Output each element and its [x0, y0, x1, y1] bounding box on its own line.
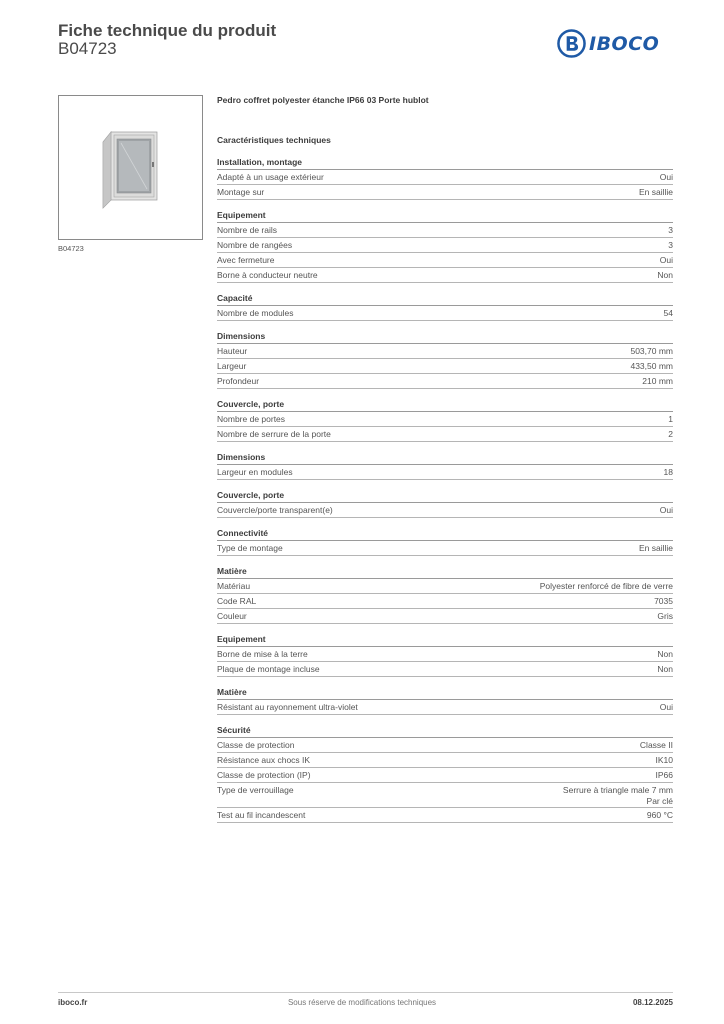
spec-section: [217, 330, 673, 389]
spec-label: Nombre de modules: [217, 308, 294, 318]
spec-label: Couleur: [217, 611, 247, 621]
page-title: Fiche technique du produit: [58, 21, 277, 40]
spec-row: [217, 253, 673, 268]
spec-value: 7035: [654, 596, 673, 606]
spec-row: [217, 700, 673, 715]
spec-row: [217, 374, 673, 389]
spec-value: Oui: [659, 172, 673, 182]
spec-row: [217, 268, 673, 283]
spec-sections: [217, 156, 673, 823]
spec-label: Matériau: [217, 581, 251, 591]
spec-label: Profondeur: [217, 376, 260, 386]
spec-value: 2: [668, 429, 673, 439]
section-title: Matière: [217, 686, 673, 700]
spec-label: Plaque de montage incluse: [217, 664, 320, 674]
spec-section: [217, 633, 673, 677]
section-title: Dimensions: [217, 451, 673, 465]
specification-panel: [217, 95, 673, 832]
spec-value: En saillie: [638, 543, 673, 553]
spec-value: Oui: [659, 702, 673, 712]
spec-section: [217, 156, 673, 200]
spec-row: [217, 594, 673, 609]
spec-value: Non: [657, 270, 673, 280]
spec-value: 210 mm: [642, 376, 673, 386]
spec-row: [217, 609, 673, 624]
section-title: Equipement: [217, 209, 673, 223]
spec-value: Polyester renforcé de fibre de verre: [539, 581, 673, 591]
spec-value: Non: [657, 664, 673, 674]
spec-value: En saillie: [638, 187, 673, 197]
spec-row: [217, 170, 673, 185]
footer-website[interactable]: iboco.fr: [58, 998, 88, 1007]
spec-row: [217, 465, 673, 480]
spec-label: Nombre de rails: [217, 225, 277, 235]
spec-value: 18: [663, 467, 673, 477]
product-code: B04723: [58, 39, 117, 58]
spec-section: [217, 565, 673, 624]
iboco-logo: [557, 29, 659, 58]
spec-section: [217, 451, 673, 480]
spec-row: [217, 359, 673, 374]
section-title: Equipement: [217, 633, 673, 647]
spec-label: Largeur en modules: [217, 467, 293, 477]
spec-row: [217, 753, 673, 768]
spec-row: [217, 223, 673, 238]
spec-label: Montage sur: [217, 187, 265, 197]
spec-label: Test au fil incandescent: [217, 810, 306, 820]
spec-label: Classe de protection (IP): [217, 770, 311, 780]
product-image: [58, 95, 203, 240]
spec-label: Nombre de serrure de la porte: [217, 429, 331, 439]
spec-value: 1: [668, 414, 673, 424]
characteristics-title: Caractéristiques techniques: [217, 135, 331, 145]
spec-section: [217, 527, 673, 556]
section-title: Couvercle, porte: [217, 398, 673, 412]
spec-value: 3: [668, 225, 673, 235]
spec-label: Hauteur: [217, 346, 248, 356]
spec-section: [217, 724, 673, 823]
iboco-logo-icon: [557, 29, 586, 58]
spec-value: Non: [657, 649, 673, 659]
spec-value: Classe II: [639, 740, 673, 750]
spec-row: [217, 647, 673, 662]
spec-row: [217, 662, 673, 677]
spec-label: Classe de protection: [217, 740, 295, 750]
spec-row: [217, 579, 673, 594]
spec-value: IP66: [655, 770, 673, 780]
logo-text: IBOCO: [589, 32, 660, 55]
spec-value: [563, 785, 673, 807]
footer-disclaimer: Sous réserve de modifications techniques: [287, 998, 437, 1007]
spec-row: [217, 238, 673, 253]
section-title: Connectivité: [217, 527, 673, 541]
spec-label: Nombre de portes: [217, 414, 286, 424]
spec-label: Résistance aux chocs IK: [217, 755, 311, 765]
spec-label: Nombre de rangées: [217, 240, 293, 250]
spec-value: 433,50 mm: [630, 361, 673, 371]
spec-row: [217, 306, 673, 321]
spec-row: [217, 541, 673, 556]
spec-label: Type de verrouillage: [217, 785, 294, 795]
spec-row: [217, 344, 673, 359]
spec-section: [217, 292, 673, 321]
footer-date: 08.12.2025: [632, 998, 673, 1007]
spec-value: 503,70 mm: [630, 346, 673, 356]
spec-label: Type de montage: [217, 543, 283, 553]
spec-section: [217, 398, 673, 442]
spec-label: Avec fermeture: [217, 255, 275, 265]
section-title: Sécurité: [217, 724, 673, 738]
section-title: Matière: [217, 565, 673, 579]
spec-label: Résistant au rayonnement ultra-violet: [217, 702, 358, 712]
spec-row: [217, 808, 673, 823]
spec-value: 3: [668, 240, 673, 250]
spec-value: Gris: [657, 611, 673, 621]
spec-value: Oui: [659, 505, 673, 515]
spec-row: [217, 412, 673, 427]
enclosure-image: [59, 96, 202, 239]
spec-label: Adapté à un usage extérieur: [217, 172, 324, 182]
product-name: Pedro coffret polyester étanche IP66 03 Porte hublot: [217, 95, 429, 105]
spec-value-line: Par clé: [646, 796, 673, 806]
spec-value: 54: [663, 308, 673, 318]
spec-value: 960 °C: [646, 810, 673, 820]
spec-value: Oui: [659, 255, 673, 265]
section-title: Capacité: [217, 292, 673, 306]
spec-row: [217, 427, 673, 442]
section-title: Installation, montage: [217, 156, 673, 170]
spec-label: Couvercle/porte transparent(e): [217, 505, 333, 515]
image-caption: B04723: [58, 244, 84, 253]
spec-row: [217, 185, 673, 200]
spec-section: [217, 686, 673, 715]
spec-value: IK10: [655, 755, 673, 765]
spec-label: Code RAL: [217, 596, 257, 606]
section-title: Dimensions: [217, 330, 673, 344]
spec-value-line: Serrure à triangle male 7 mm: [562, 785, 673, 795]
spec-row: [217, 503, 673, 518]
spec-section: [217, 209, 673, 283]
spec-row: [217, 768, 673, 783]
spec-label: Largeur: [217, 361, 247, 371]
spec-row: [217, 738, 673, 753]
section-title: Couvercle, porte: [217, 489, 673, 503]
spec-section: [217, 489, 673, 518]
footer-divider: [58, 992, 673, 993]
spec-label: Borne de mise à la terre: [217, 649, 308, 659]
spec-row: [217, 783, 673, 808]
spec-label: Borne à conducteur neutre: [217, 270, 318, 280]
